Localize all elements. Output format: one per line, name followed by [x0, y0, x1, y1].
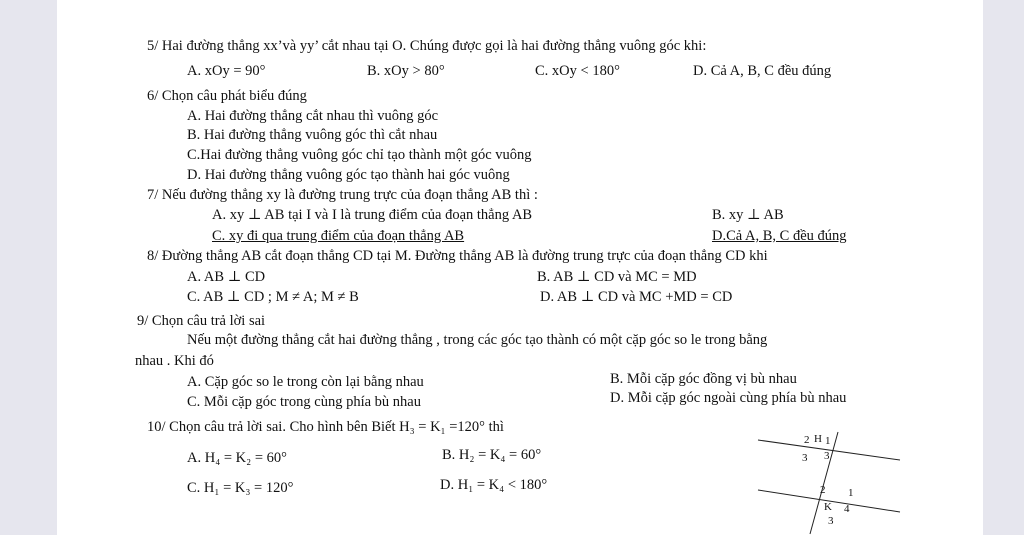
parallel-lines-figure	[750, 428, 910, 535]
q10-option-c: C. H₁ = K₃ = 120°	[187, 480, 294, 496]
q9-option-a: A. Cặp góc so le trong còn lại bằng nhau	[187, 374, 424, 390]
q9-option-d: D. Mỗi cặp góc ngoài cùng phía bù nhau	[610, 390, 847, 406]
q6-option-b: B. Hai đường thẳng vuông góc thì cắt nhau	[187, 127, 438, 143]
q7-option-c: C. xy đi qua trung điểm của đoạn thẳng AB	[212, 228, 465, 244]
document-page	[57, 0, 983, 535]
q6-option-d: D. Hai đường thẳng vuông góc tạo thành hai góc vuông	[187, 167, 510, 183]
q10-option-a: A. H₄ = K₂ = 60°	[187, 450, 287, 466]
q6-stem: 6/ Chọn câu phát biểu đúng	[147, 88, 307, 104]
fig-label-k: K	[824, 501, 832, 513]
q8-option-a: A. AB ⊥ CD	[187, 269, 266, 285]
q8-option-d: D. AB ⊥ CD và MC +MD = CD	[540, 289, 733, 305]
fig-label-h3: 3	[802, 452, 808, 464]
q7-option-d: D.Cả A, B, C đều đúng	[712, 228, 847, 244]
q7-option-a: A. xy ⊥ AB tại I và I là trung điểm của đoạn thẳng AB	[212, 207, 533, 223]
fig-label-h4: 3	[824, 450, 830, 462]
fig-label-k2: 2	[820, 484, 826, 496]
q5-option-d: D. Cả A, B, C đều đúng	[693, 63, 832, 79]
q9-body-line2: nhau . Khi đó	[135, 353, 214, 369]
q8-option-c: C. AB ⊥ CD ; M ≠ A; M ≠ B	[187, 289, 359, 305]
fig-label-h1: 1	[825, 435, 831, 447]
q7-stem: 7/ Nếu đường thẳng xy là đường trung trực của đoạn thẳng AB thì :	[147, 187, 538, 203]
q5-option-c: C. xOy < 180°	[535, 63, 620, 79]
q9-stem: 9/ Chọn câu trả lời sai	[137, 313, 266, 329]
q8-stem: 8/ Đường thẳng AB cắt đoạn thẳng CD tại M. Đường thẳng AB là đường trung trực của đoạn thẳng CD khi	[147, 248, 768, 264]
q5-option-a: A. xOy = 90°	[187, 63, 266, 79]
q10-stem: 10/ Chọn câu trả lời sai. Cho hình bên Biết H₃ = K₁ =120° thì	[147, 419, 504, 435]
q6-option-a: A. Hai đường thẳng cắt nhau thì vuông góc	[187, 108, 439, 124]
q5-stem: 5/ Hai đường thẳng xx’và yy’ cắt nhau tại O. Chúng được gọi là hai đường thẳng vuông góc khi:	[147, 38, 707, 54]
q5-option-b: B. xOy > 80°	[367, 63, 445, 79]
q7-option-b: B. xy ⊥ AB	[712, 207, 784, 223]
q10-option-b: B. H₂ = K₄ = 60°	[442, 447, 542, 463]
q10-option-d: D. H₁ = K₄ < 180°	[440, 477, 548, 493]
q9-body-line1: Nếu một đường thẳng cắt hai đường thẳng , trong các góc tạo thành có một cặp góc so le trong bằng	[187, 332, 768, 348]
q8-option-b: B. AB ⊥ CD và MC = MD	[537, 269, 697, 285]
fig-label-k1: 1	[848, 487, 854, 499]
q6-option-c: C.Hai đường thẳng vuông góc chỉ tạo thành một góc vuông	[187, 147, 532, 163]
transversal-line	[810, 432, 838, 534]
q9-option-b: B. Mỗi cặp góc đồng vị bù nhau	[610, 371, 797, 387]
fig-label-h: H	[814, 433, 822, 445]
fig-label-h2: 2	[804, 434, 810, 446]
fig-label-k4: 4	[844, 503, 850, 515]
fig-label-k3: 3	[828, 515, 834, 527]
q9-option-c: C. Mỗi cặp góc trong cùng phía bù nhau	[187, 394, 421, 410]
